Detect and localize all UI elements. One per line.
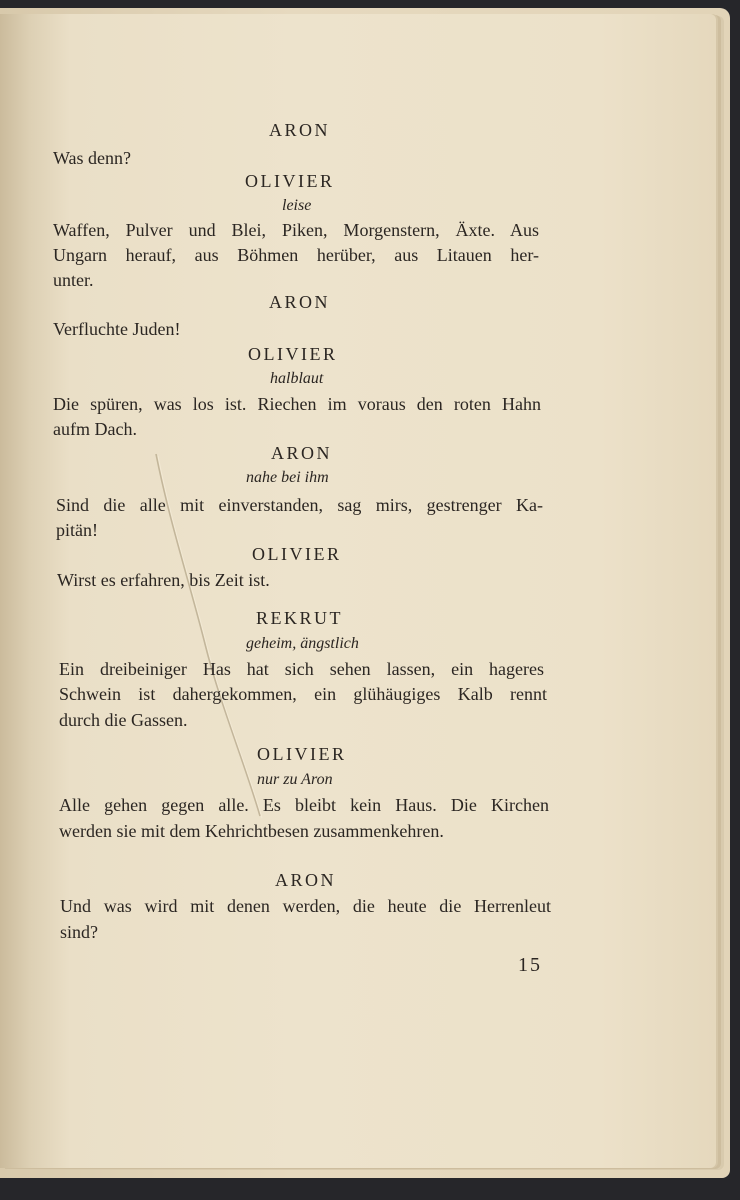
speaker-name: REKRUT bbox=[256, 608, 343, 628]
dialogue-line: sind? bbox=[60, 922, 98, 942]
dialogue-line: Alle gehen gegen alle. Es bleibt kein Haus. Die Kirchen bbox=[59, 795, 549, 815]
dialogue-line: unter. bbox=[53, 270, 94, 290]
speaker-name: OLIVIER bbox=[252, 544, 342, 564]
dialogue-line: Schwein ist dahergekommen, ein glühäugiges Kalb rennt bbox=[59, 684, 547, 704]
dialogue-line: Und was wird mit denen werden, die heute die Herrenleut bbox=[60, 896, 551, 916]
speaker-name: ARON bbox=[269, 292, 331, 312]
play-text bbox=[0, 14, 716, 1168]
dialogue-line: Wirst es erfahren, bis Zeit ist. bbox=[57, 570, 270, 590]
speaker-name: OLIVIER bbox=[248, 344, 338, 364]
dialogue-line: pitän! bbox=[56, 520, 98, 540]
dialogue-line: Die spüren, was los ist. Riechen im voraus den roten Hahn bbox=[53, 394, 541, 414]
dialogue-line: Ein dreibeiniger Has hat sich sehen lassen, ein hageres bbox=[59, 659, 544, 679]
dialogue-line: Ungarn herauf, aus Böhmen herüber, aus Litauen her- bbox=[53, 245, 539, 265]
dialogue-line: aufm Dach. bbox=[53, 419, 137, 439]
stage-direction: halblaut bbox=[270, 370, 324, 387]
stage-direction: geheim, ängstlich bbox=[246, 635, 359, 652]
stage-direction: nur zu Aron bbox=[257, 771, 333, 788]
stage-direction: nahe bei ihm bbox=[246, 469, 329, 486]
dialogue-line: Was denn? bbox=[53, 148, 132, 168]
speaker-name: ARON bbox=[271, 443, 333, 463]
dialogue-line: Sind die alle mit einverstanden, sag mirs, gestrenger Ka- bbox=[56, 495, 543, 515]
page-paper bbox=[0, 14, 716, 1168]
dialogue-line: werden sie mit dem Kehrichtbesen zusammenkehren. bbox=[59, 821, 444, 841]
speaker-name: OLIVIER bbox=[245, 171, 335, 191]
page-number: 15 bbox=[518, 954, 542, 976]
speaker-name: ARON bbox=[269, 120, 331, 140]
speaker-name: OLIVIER bbox=[257, 744, 347, 764]
stage-direction: leise bbox=[282, 197, 312, 214]
dialogue-line: Waffen, Pulver und Blei, Piken, Morgenstern, Äxte. Aus bbox=[53, 220, 539, 240]
dialogue-line: durch die Gassen. bbox=[59, 710, 188, 730]
speaker-name: ARON bbox=[275, 870, 337, 890]
dialogue-line: Verfluchte Juden! bbox=[53, 319, 181, 339]
